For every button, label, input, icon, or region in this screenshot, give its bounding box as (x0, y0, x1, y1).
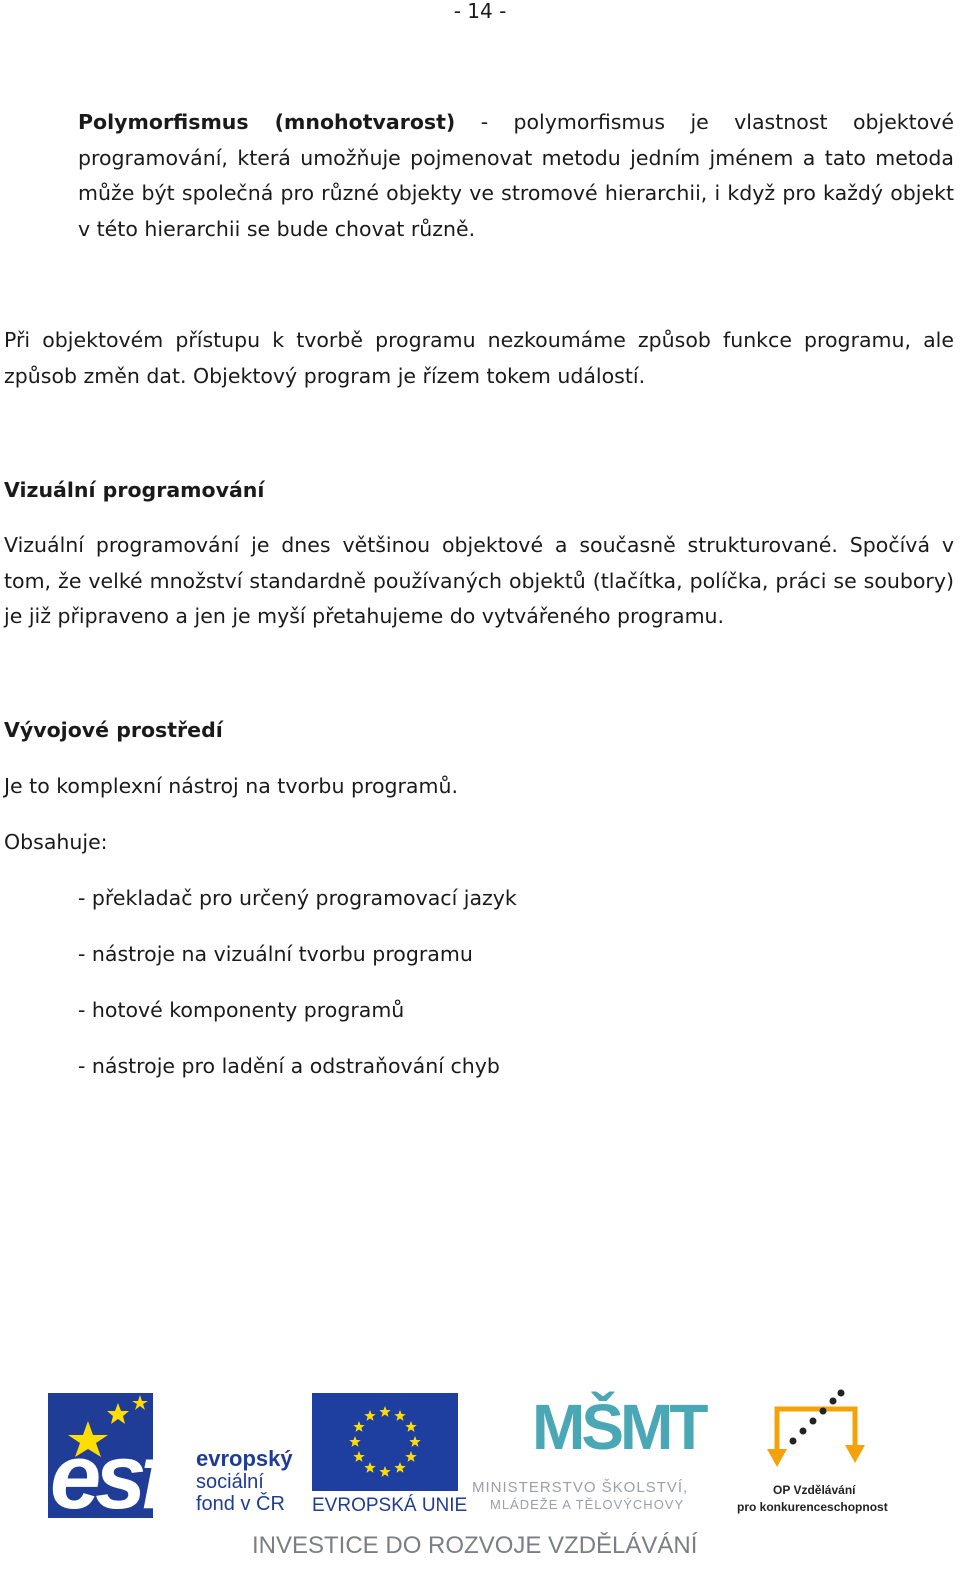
list-item: - nástroje pro ladění a odstraňování chyb (78, 1054, 500, 1078)
eu-star-icon (353, 1451, 364, 1462)
investice-tagline: INVESTICE DO ROZVOJE VZDĚLÁVÁNÍ (252, 1532, 698, 1559)
eu-star-icon (394, 1410, 405, 1421)
op-line-2: pro konkurenceschopnost (737, 1500, 888, 1514)
msmt-logo (470, 1387, 725, 1517)
esf-logo-text: esf (50, 1426, 165, 1528)
polymorphism-term: Polymorfismus (mnohotvarost) (78, 110, 456, 134)
list-item: - překladač pro určený programovací jazyk (78, 886, 517, 910)
eu-star-icon (379, 1406, 390, 1417)
eu-label: EVROPSKÁ UNIE (312, 1495, 468, 1516)
eu-star-icon (394, 1462, 405, 1473)
eu-star-icon (409, 1436, 420, 1447)
msmt-logo-mark: MŠMT (532, 1391, 705, 1463)
esf-line-2: sociální (196, 1471, 264, 1493)
eu-star-icon (364, 1410, 375, 1421)
footer-logo-strip (0, 1385, 960, 1576)
eu-star-icon (349, 1436, 360, 1447)
page-number: - 14 - (453, 0, 507, 23)
op-logo (735, 1387, 905, 1517)
list-item: - hotové komponenty programů (78, 998, 405, 1022)
object-approach-paragraph: Při objektovém přístupu k tvorbě programu nezkoumáme způsob funkce programu, ale způsob změn dat. Objektový program je řízem tokem událostí. (4, 328, 954, 388)
msmt-line-2: MLÁDEŽE A TĚLOVÝCHOVY (490, 1497, 685, 1512)
op-line-1: OP Vzdělávání (773, 1483, 856, 1497)
esf-line-3: fond v ČR (196, 1493, 285, 1515)
eu-star-icon (364, 1462, 375, 1473)
eu-star-icon (405, 1451, 416, 1462)
dev-environment-heading: Vývojové prostředí (4, 718, 223, 742)
dev-environment-intro: Je to komplexní nástroj na tvorbu programů. (4, 774, 458, 798)
visual-programming-paragraph: Vizuální programování je dnes většinou objektové a současně strukturované. Spočívá v tom, že velké množství standardně používaných objektů (tlačítka, políčka, práci se soubory) je již připraveno a jen je myší přetahujeme do vytvářeného programu. (4, 533, 954, 628)
contains-label: Obsahuje: (4, 830, 108, 854)
eu-stars-icon (312, 1393, 458, 1491)
esf-line-1: evropský (196, 1446, 293, 1471)
eu-star-icon (379, 1466, 390, 1477)
list-item: - nástroje na vizuální tvorbu programu (78, 942, 473, 966)
msmt-line-1: MINISTERSTVO ŠKOLSTVÍ, (472, 1479, 689, 1496)
esf-logo (48, 1393, 298, 1528)
eu-star-icon (353, 1421, 364, 1432)
polymorphism-text: - polymorfismus je vlastnost objektové programování, která umožňuje pojmenovat metodu jedním jménem a tato metoda může být společná pro různé objekty ve stromové hierarchii, i když pro každý objekt v této hierarchii se bude chovat různě. (78, 110, 954, 241)
eu-star-icon (405, 1421, 416, 1432)
eu-logo (312, 1393, 468, 1518)
visual-programming-heading: Vizuální programování (4, 478, 265, 502)
op-arrows-icon (765, 1387, 875, 1477)
eu-flag (312, 1393, 458, 1491)
polymorphism-paragraph (78, 105, 954, 247)
